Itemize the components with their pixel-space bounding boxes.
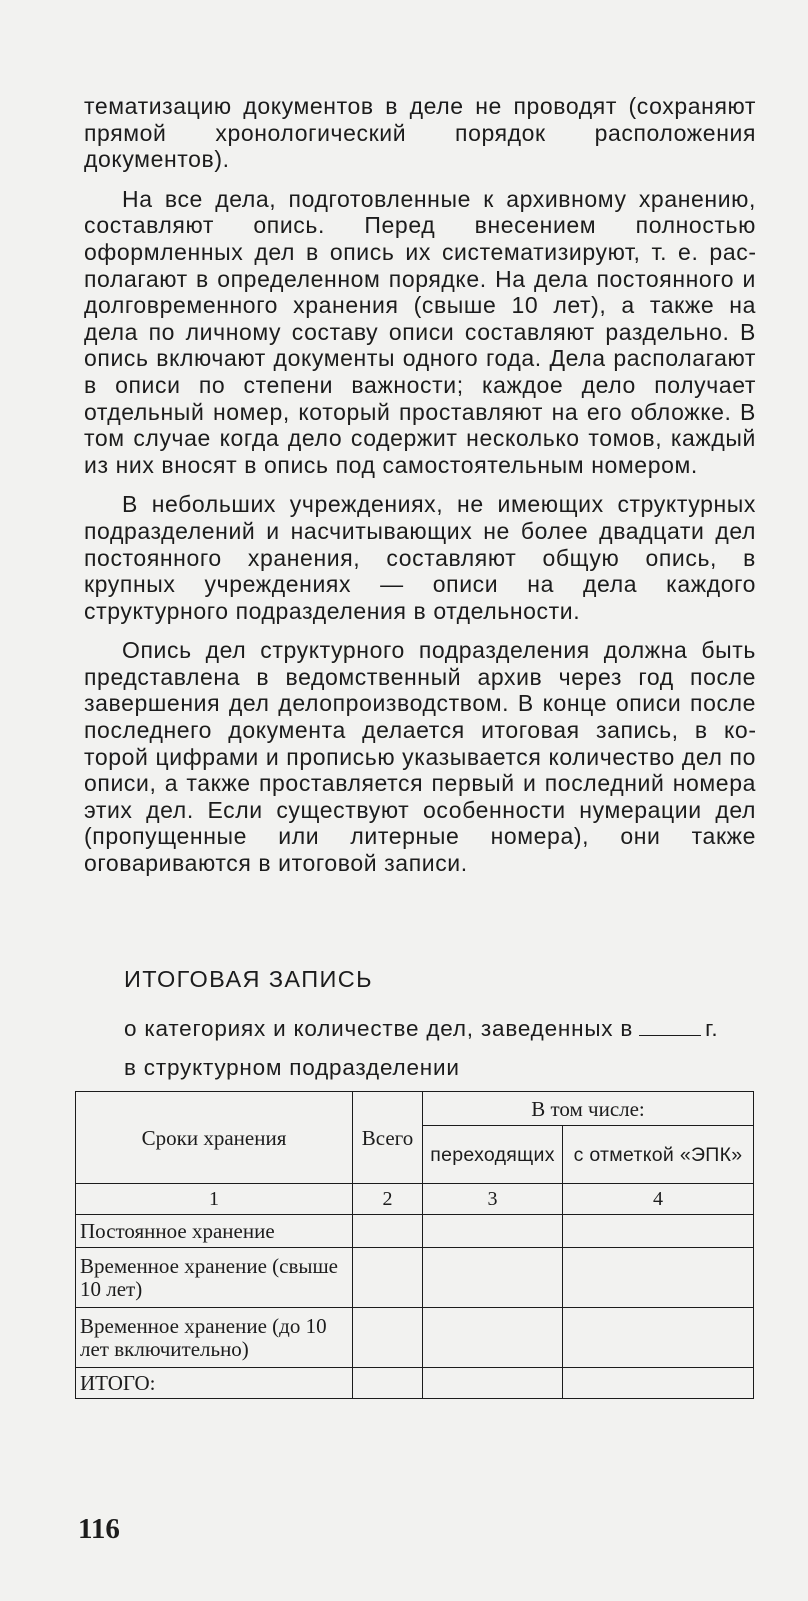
table-cell [353, 1308, 423, 1368]
paragraph: В небольших учреждениях, не имеющих структурных подразделений и насчитывающих не более двадцати дел постоянного хранения, составляют общую опись, в крупных учреждениях — описи на дела каждого структурного подразделения в отдельности. [84, 491, 756, 624]
header-total: Всего [353, 1092, 423, 1184]
form-subtitle-line-2: в структурном подразделении [124, 1055, 460, 1080]
column-number: 3 [423, 1184, 563, 1215]
year-blank-field[interactable] [639, 1019, 701, 1036]
header-transitional: переходящих [423, 1126, 563, 1184]
row-label: ИТОГО: [76, 1368, 353, 1399]
paragraph: На все дела, подготовленные к архивному хранению, составляют опись. Перед внесением полностью оформленных дел в опись их систематизируют, т. е. располагают в определенном порядке. На дела постоянного и долговременного хранения (свыше 10 лет), а также на дела по личному составу описи составляют раздельно. В опись включают документы одного года. Дела располагают в описи по степени важности; каждое дело получает отдельный номер, который проставляют на его обложке. В том случае когда дело содержит несколько томов, каждый из них вносят в опись под самостоятельным номером. [84, 185, 756, 478]
table-cell [353, 1248, 423, 1308]
table-cell [563, 1248, 754, 1308]
table-cell [353, 1368, 423, 1399]
table-cell [353, 1215, 423, 1248]
form-subtitle-line-1 [124, 1016, 718, 1042]
table-cell [563, 1215, 754, 1248]
table-cell [423, 1215, 563, 1248]
column-number: 4 [563, 1184, 754, 1215]
header-storage-periods: Сроки хранения [76, 1092, 353, 1184]
header-including: В том числе: [423, 1092, 754, 1126]
row-label: Постоянное хранение [76, 1215, 353, 1248]
summary-table [75, 1091, 754, 1399]
header-epk-marked: с отметкой «ЭПК» [563, 1126, 754, 1184]
row-label: Временное хранение (до 10 лет включительно) [76, 1308, 353, 1368]
table-cell [423, 1368, 563, 1399]
paragraph: тематизацию документов в деле не проводят (сохраняют прямой хронологический порядок расположения документов). [84, 93, 756, 173]
form-title: ИТОГОВАЯ ЗАПИСЬ [124, 966, 374, 992]
column-number: 1 [76, 1184, 353, 1215]
table-cell [423, 1308, 563, 1368]
page-number: 116 [78, 1513, 120, 1545]
form-subtitle-prefix: о категориях и количестве дел, заведенных в [124, 1016, 634, 1041]
table-cell [563, 1308, 754, 1368]
paragraph: Опись дел структурного подразделения должна быть представлена в ведомственный архив через год после завершения дел делопроизводством. В конце описи после последнего документа делается итоговая запись, в которой цифрами и прописью указывается количество дел по описи, а также проставляется первый и последний номера этих дел. Если существуют особенности нумерации дел (пропущенные или литерные номера), они также оговариваются в итоговой записи. [84, 637, 756, 877]
body-text [84, 93, 756, 890]
form-subtitle-suffix: г. [705, 1016, 719, 1041]
column-number: 2 [353, 1184, 423, 1215]
table-cell [563, 1368, 754, 1399]
table-cell [423, 1248, 563, 1308]
row-label: Временное хранение (свыше 10 лет) [76, 1248, 353, 1308]
